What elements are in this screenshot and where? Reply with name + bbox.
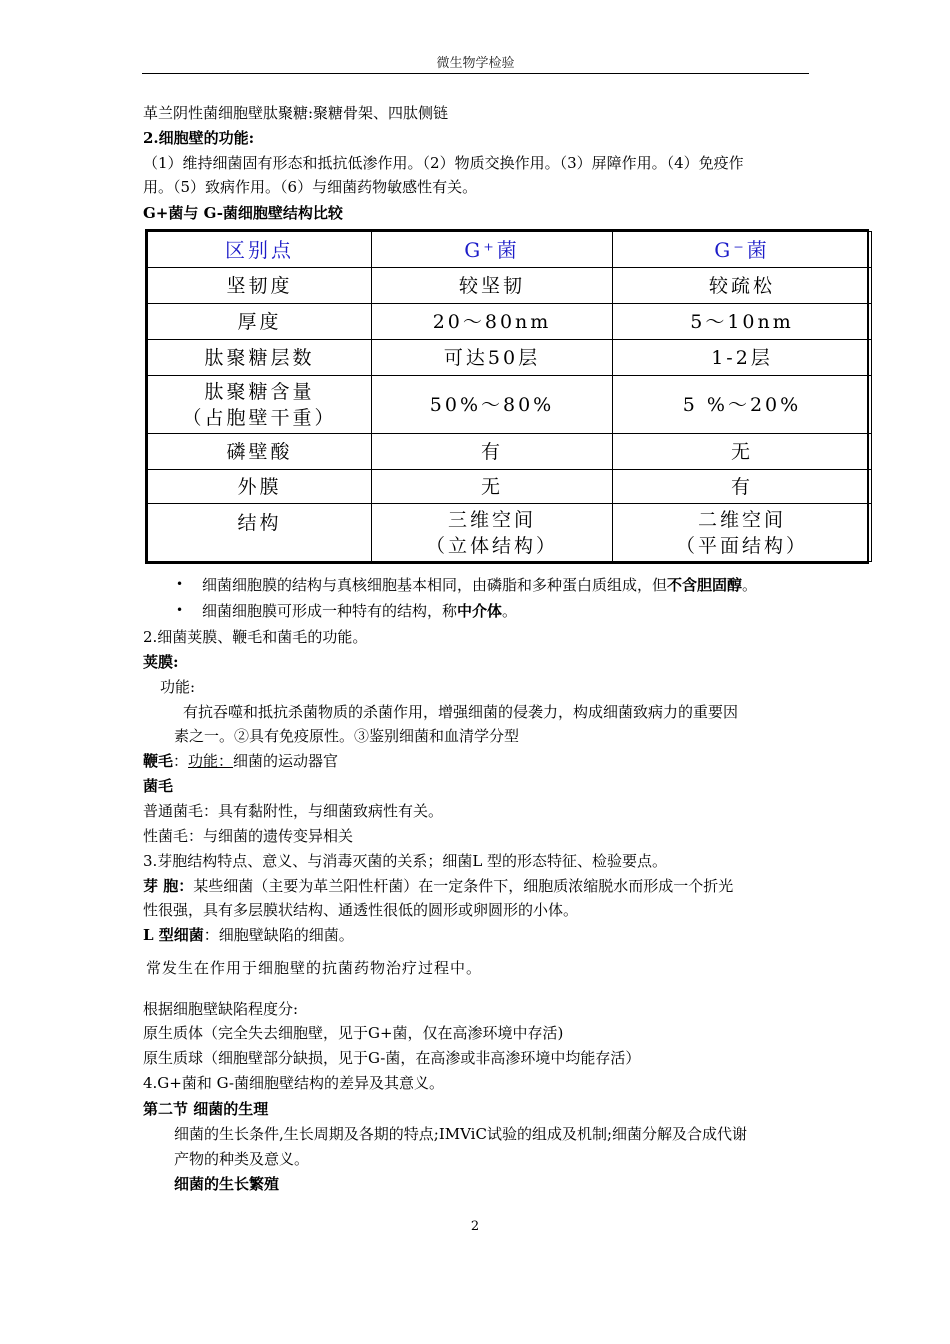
table-cell: 20～80nm xyxy=(372,304,613,340)
bullet-text: 。 xyxy=(502,602,518,620)
table-cell: 5～10nm xyxy=(613,304,872,340)
page-header: 微生物学检验 xyxy=(142,52,809,74)
comparison-table xyxy=(145,229,869,564)
table-cell: 坚韧度 xyxy=(148,268,372,304)
table-cell: 可达50层 xyxy=(372,340,613,376)
text-line: 有抗吞噬和抵抗杀菌物质的杀菌作用，增强细菌的侵袭力，构成细菌致病力的重要因 xyxy=(183,703,739,721)
text-span: 某些细菌（主要为革兰阳性杆菌）在一定条件下，细胞质浓缩脱水而形成一个折光 xyxy=(193,877,734,895)
table-cell-line: 肽聚糖含量 xyxy=(204,380,315,403)
bullet-text: 细菌细胞膜可形成一种特有的结构，称 xyxy=(202,602,458,620)
text-line: 素之一。②具有免疫原性。③鉴别细菌和血清学分型 xyxy=(174,727,520,745)
text-line: 性菌毛：与细菌的遗传变异相关 xyxy=(143,827,354,845)
table-header-cell: G⁺菌 xyxy=(372,232,613,268)
bullet-bold-text: 中介体 xyxy=(457,602,503,620)
bullet-item xyxy=(202,575,757,595)
underlined-text: 功能： xyxy=(188,752,234,770)
section-heading: 细菌的生长繁殖 xyxy=(174,1175,280,1193)
bullet-bold-text: 不含胆固醇 xyxy=(667,576,743,594)
table-cell: 无 xyxy=(613,434,872,470)
text-line: 2.细菌荚膜、鞭毛和菌毛的功能。 xyxy=(143,628,368,646)
table-cell: 有 xyxy=(613,470,872,504)
table-cell xyxy=(613,504,872,562)
table-cell-line: （平面结构） xyxy=(675,534,808,557)
text-line: 常发生在作用于细胞壁的抗菌药物治疗过程中。 xyxy=(146,959,483,977)
term-bold: 鞭毛 xyxy=(143,752,174,770)
text-line xyxy=(143,751,338,771)
page-number: 2 xyxy=(470,1219,480,1234)
text-line: 用。（5）致病作用。（6）与细菌药物敏感性有关。 xyxy=(143,178,478,196)
bullet-item xyxy=(202,601,517,621)
table-header-cell: 区别点 xyxy=(148,232,372,268)
bullet-text: 细菌细胞膜的结构与真核细胞基本相同，由磷脂和多种蛋白质组成，但 xyxy=(202,576,668,594)
table-cell: 外膜 xyxy=(148,470,372,504)
table-cell: 厚度 xyxy=(148,304,372,340)
text-line: 产物的种类及意义。 xyxy=(174,1150,310,1168)
section-heading: 2.细胞壁的功能: xyxy=(143,129,255,147)
text-line: 革兰阴性菌细胞壁肽聚糖:聚糖骨架、四肽侧链 xyxy=(143,104,449,122)
table-cell: 50%～80% xyxy=(372,376,613,434)
section-heading: 菌毛 xyxy=(143,777,174,795)
text-line: （1）维持细菌固有形态和抵抗低渗作用。（2）物质交换作用。（3）屏障作用。（4）免疫作 xyxy=(143,154,744,172)
table-cell-line: 三维空间 xyxy=(447,508,536,531)
term-bold: L 型细菌 xyxy=(143,926,204,944)
table-cell: 肽聚糖层数 xyxy=(148,340,372,376)
table-cell: 结构 xyxy=(148,504,372,562)
section-heading: 第二节 细菌的生理 xyxy=(143,1100,269,1118)
text-line: 根据细胞壁缺陷程度分: xyxy=(143,1000,299,1018)
table-header-cell: G⁻菌 xyxy=(613,232,872,268)
table-cell: 有 xyxy=(372,434,613,470)
table-cell-line: 二维空间 xyxy=(697,508,786,531)
table-cell: 无 xyxy=(372,470,613,504)
text-span: ：细胞壁缺陷的细菌。 xyxy=(203,926,354,944)
text-line: 功能: xyxy=(160,678,196,696)
section-heading: 荚膜: xyxy=(143,653,179,671)
table-cell-line: （占胞壁干重） xyxy=(182,406,337,429)
text-line: 原生质体（完全失去细胞壁，见于G+菌，仅在高渗环境中存活) xyxy=(143,1024,564,1042)
table-cell: 磷壁酸 xyxy=(148,434,372,470)
term-bold: 芽 胞： xyxy=(143,877,194,895)
text-line: 原生质球（细胞壁部分缺损，见于G-菌，在高渗或非高渗环境中均能存活） xyxy=(143,1049,641,1067)
text-span: ： xyxy=(173,752,189,770)
text-line: 性很强，具有多层膜状结构、通透性很低的圆形或卵圆形的小体。 xyxy=(143,901,579,919)
text-line xyxy=(143,876,733,896)
text-line: 普通菌毛：具有黏附性，与细菌致病性有关。 xyxy=(143,802,444,820)
text-line: 3.芽胞结构特点、意义、与消毒灭菌的关系；细菌L 型的形态特征、检验要点。 xyxy=(143,852,668,870)
table-caption: G+菌与 G-菌细胞壁结构比较 xyxy=(143,204,343,222)
table-cell: 较坚韧 xyxy=(372,268,613,304)
bullet-text: 。 xyxy=(742,576,758,594)
bullet-icon: • xyxy=(176,577,184,591)
table-cell: 5 %～20% xyxy=(613,376,872,434)
table-cell: 较疏松 xyxy=(613,268,872,304)
table-cell-line: （立体结构） xyxy=(425,534,558,557)
text-line: 4.G+菌和 G-菌细胞壁结构的差异及其意义。 xyxy=(143,1074,444,1092)
table-cell xyxy=(148,376,372,434)
table-cell: 1-2层 xyxy=(613,340,872,376)
bullet-icon: • xyxy=(176,603,184,617)
table-cell xyxy=(372,504,613,562)
text-line: 细菌的生长条件,生长周期及各期的特点;IMViC试验的组成及机制;细菌分解及合成代谢 xyxy=(174,1125,748,1143)
text-span: 细菌的运动器官 xyxy=(233,752,339,770)
text-line xyxy=(143,925,354,945)
